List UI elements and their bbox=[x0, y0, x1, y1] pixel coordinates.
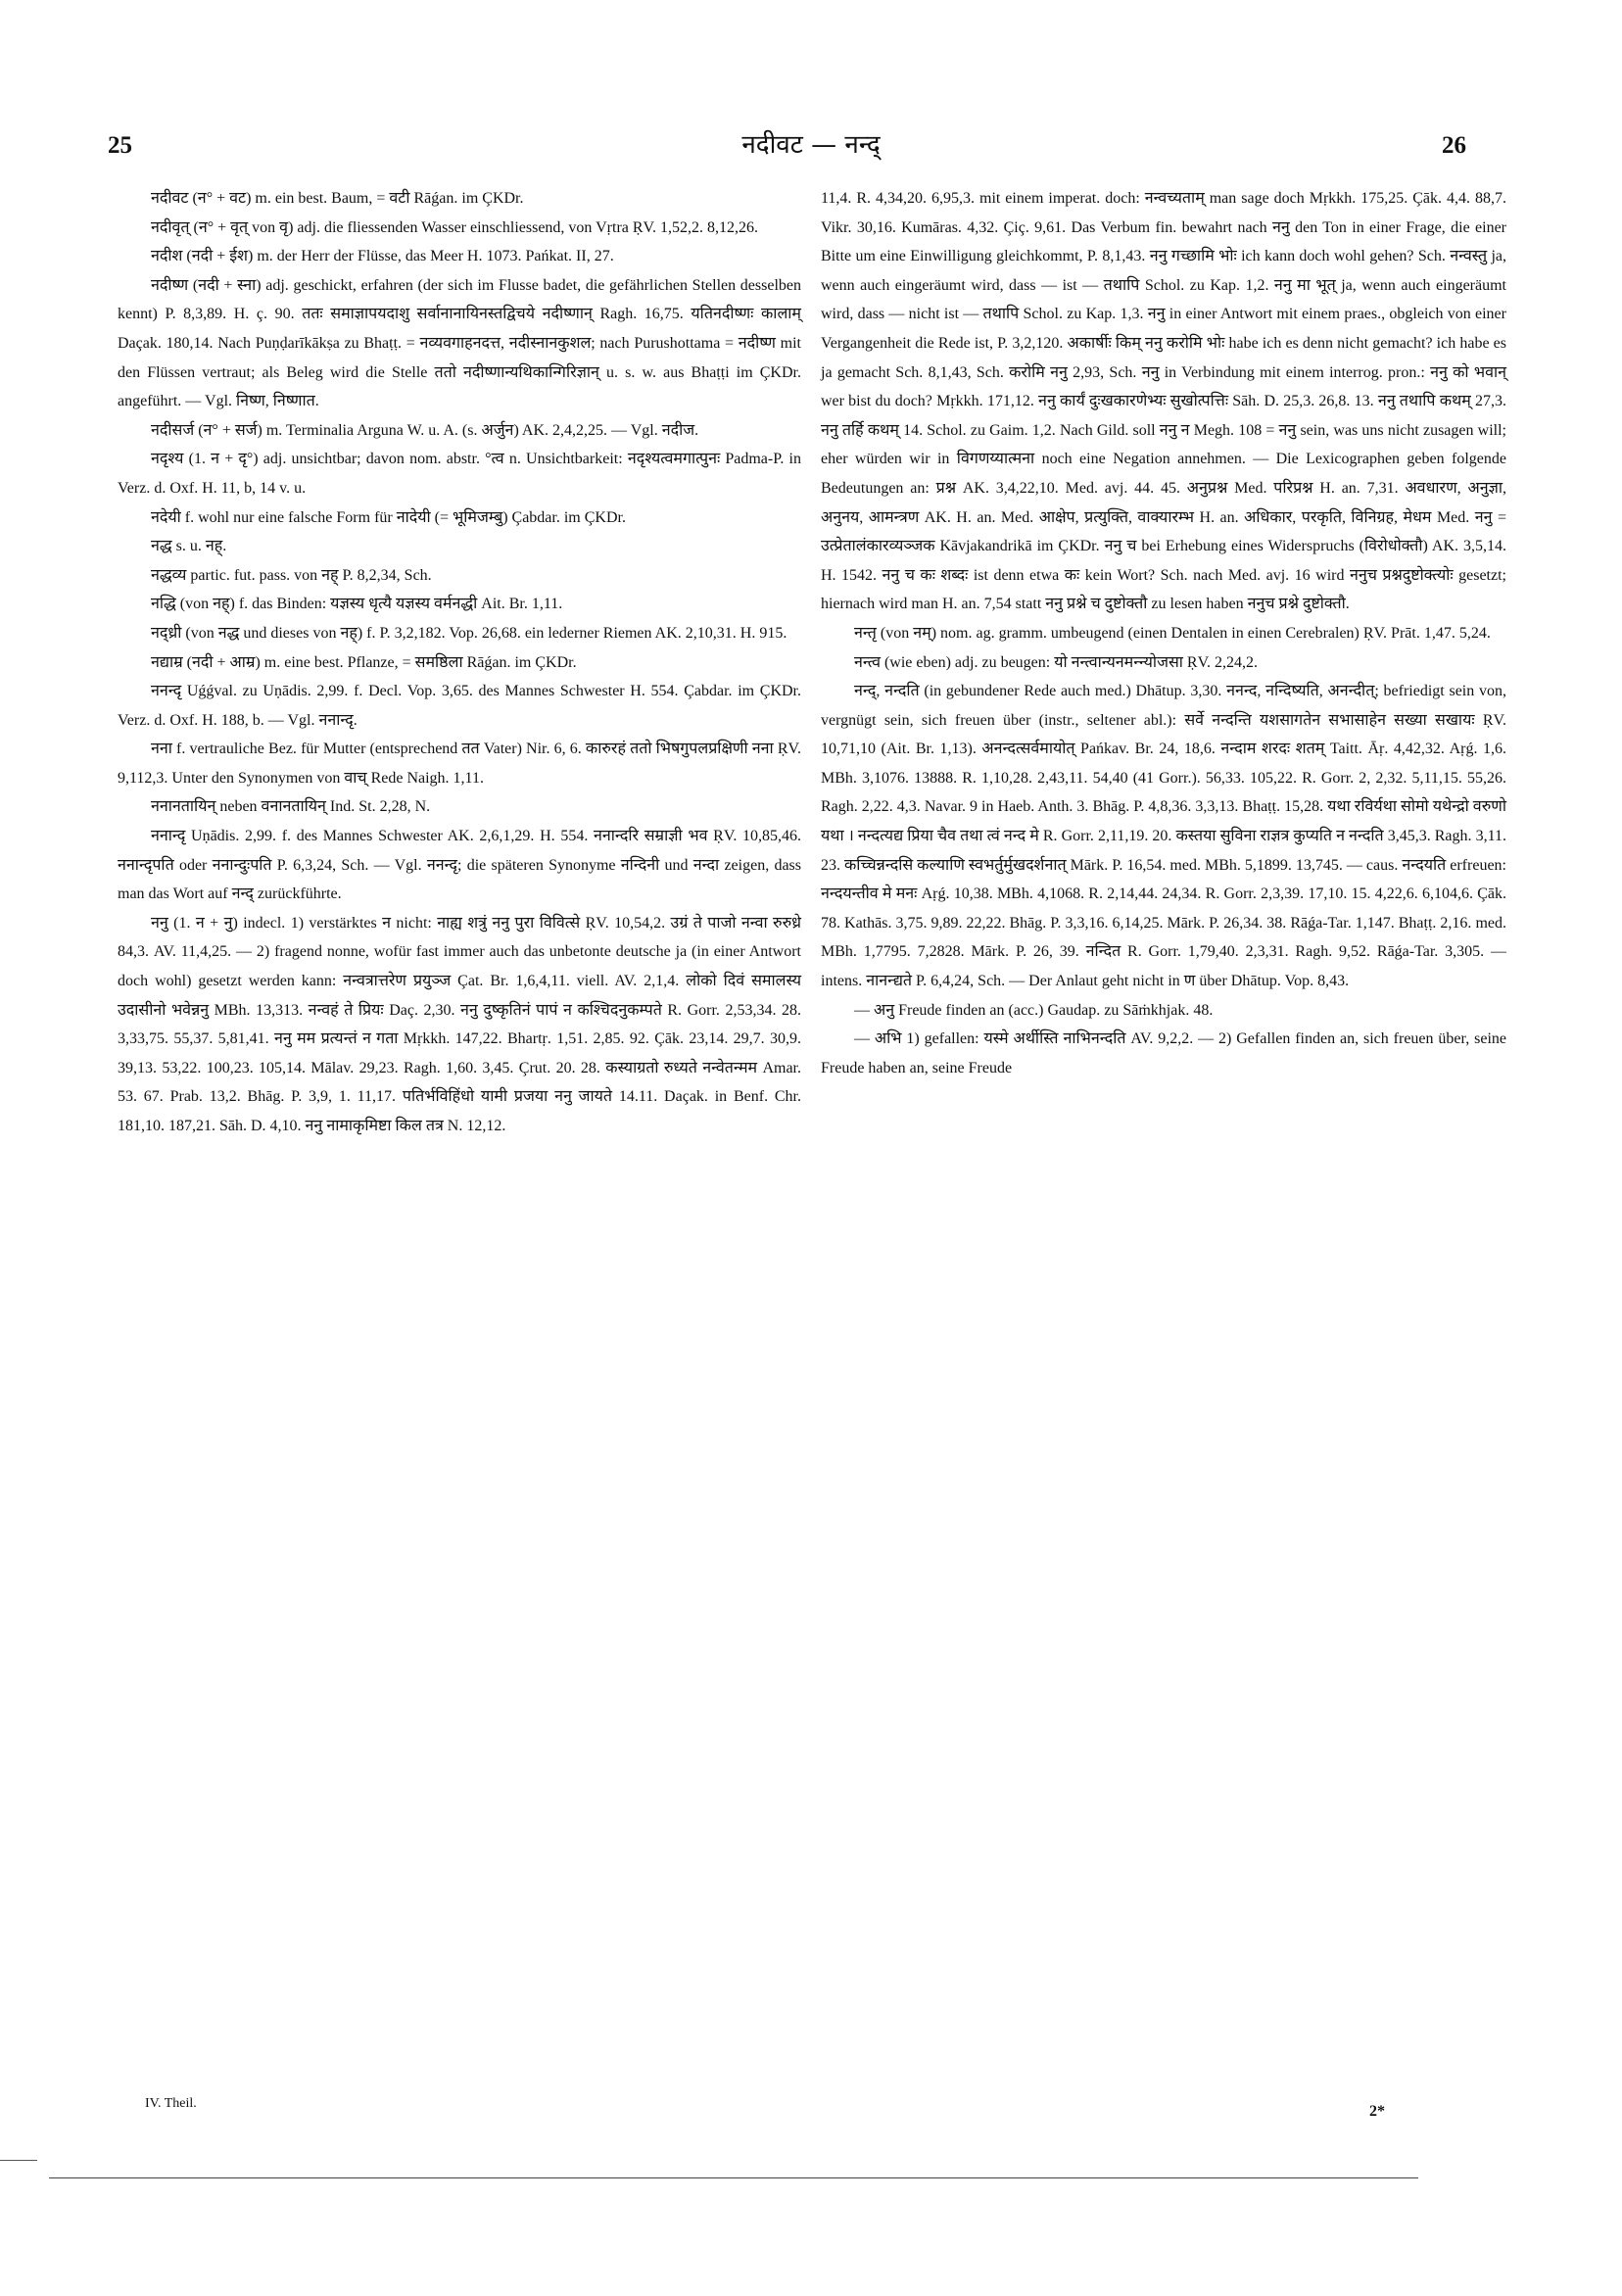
dictionary-entry: नदीसर्ज (न° + सर्ज) m. Terminalia Arguna W. u. A. (s. अर्जुन) AK. 2,4,2,25. — Vgl. नदीज. bbox=[151, 421, 699, 439]
dictionary-entry: नन्त्व (wie eben) adj. zu beugen: यो नन्त्वान्यनमन्न्योजसा ṚV. 2,24,2. bbox=[854, 653, 1259, 671]
dictionary-entry: ननु (1. न + नु) indecl. 1) verstärktes न nicht: नाह्य शत्रुं ननु पुरा विवित्से ṚV. 10,54,2. उग्रं ते पाजो नन्वा रुरुध्रे 84,3. AV. 11,4,25. — 2) fragend nonne, wofür fast immer auch das unbetonte deutsche ja (in einer Antwort doch wohl) gesetzt werden kann: नन्वत्रात्तरेण प्रयुञ्ज Çat. Br. 1,6,4,11. viell. AV. 2,1,4. लोको दिवं समालस्य उदासीनो भवेन्ननु MBh. 13,313. नन्वहं ते प्रियः Daç. 2,30. ननु दुष्कृतिनं पापं न कश्चिदनुकम्पते R. Gorr. 2,53,34. 28. 3,33,75. 55,37. 5,81,41. ननु मम प्रत्यन्तं न गता Mṛkkh. 147,22. Bhartṛ. 1,51. 2,85. 92. Çāk. 23,14. 29,7. 30,9. 39,13. 53,22. 100,23. 105,14. Mālav. 29,23. Ragh. 1,60. 3,45. Çrut. 20. 28. कस्याग्रतो रुध्यते नन्वेतन्मम Amar. 53. 67. Prab. 13,2. Bhāg. P. 3,9, 1. 11,17. पतिर्भविहिंधो यामी प्रजया ननु जायते 14.11. Daçak. in Benf. Chr. 181,10. 187,21. Sāh. D. 4,10. ननु नामाकृमिष्टा किल तत्र N. 12,12. bbox=[118, 914, 801, 1134]
dictionary-entry: नद्धव्य partic. fut. pass. von नह् P. 8,2,34, Sch. bbox=[151, 566, 432, 584]
dictionary-entry: नद्ध्री (von नद्ध und dieses von नह्) f. P. 3,2,182. Vop. 26,68. ein lederner Riemen AK. 2,10,31. H. 915. bbox=[151, 624, 787, 642]
sheet-mark: 2* bbox=[1369, 2103, 1385, 2120]
dictionary-subentry: — अभि 1) gefallen: यस्मे अर्थीस्ति नाभिनन्दति AV. 9,2,2. — 2) Gefallen finden an, sich freuen über, seine Freude haben an, seine Freude bbox=[821, 1030, 1506, 1076]
dictionary-entry: नन्तृ (von नम्) nom. ag. gramm. umbeugend (einen Dentalen in einen Cerebralen) ṚV. Prāt. 1,47. 5,24. bbox=[854, 624, 1491, 642]
page-number-left: 25 bbox=[108, 132, 132, 159]
dictionary-entry: ननान्दृ Uṇādis. 2,99. f. des Mannes Schwester AK. 2,6,1,29. H. 554. ननान्दरि सम्राज्ञी भव ṚV. 10,85,46. ननान्दृपति oder ननान्दुःपति P. 6,3,24, Sch. — Vgl. ननन्दृ; die späteren Synonyme नन्दिनी und नन्दा zeigen, dass man das Wort auf नन्द् zurückführte. bbox=[118, 828, 801, 903]
page-number-right: 26 bbox=[1442, 132, 1466, 159]
running-head: नदीवट — नन्द् bbox=[741, 130, 881, 160]
dictionary-entry: नदीवृत् (न° + वृत् von वृ) adj. die fliessenden Wasser einschliessend, von Vṛtra ṚV. 1,52,2. 8,12,26. bbox=[151, 218, 759, 236]
dictionary-entry: नदीवट (न° + वट) m. ein best. Baum, = वटी Rāǵan. im ÇKDr. bbox=[151, 190, 524, 207]
bottom-rule bbox=[49, 2177, 1418, 2178]
dictionary-subentry: — अनु Freude finden an (acc.) Gaudap. zu Sāṁkhjak. 48. bbox=[854, 1001, 1214, 1019]
dictionary-entry: नद्धि (von नह्) f. das Binden: यज्ञस्य धृत्यै यज्ञस्य वर्मनद्धी Ait. Br. 1,11. bbox=[151, 596, 563, 613]
dictionary-entry: नन्द्, नन्दति (in gebundener Rede auch med.) Dhātup. 3,30. ननन्द, नन्दिष्यति, अनन्दीत्; befriedigt sein von, vergnügt sein, sich freuen über (instr., seltener abl.): सर्वे नन्दन्ति यशसागतेन सभासाहेन सख्या सखायः ṚV. 10,71,10 (Ait. Br. 1,13). अनन्दत्सर्वमायोत् Pańkav. Br. 24, 18,6. नन्दाम शरदः शतम् Taitt. Āṛ. 4,42,32. Aṛǵ. 1,6. MBh. 3,1076. 13888. R. 1,10,28. 2,43,11. 54,40 (41 Gorr.). 56,33. 105,22. R. Gorr. 2, 2,32. 5,11,15. 55,26. Ragh. 2,22. 4,3. Navar. 9 in Haeb. Anth. 3. Bhāg. P. 4,8,36. 3,3,13. Bhaṭṭ. 15,28. यथा रविर्यथा सोमो यथेन्द्रो वरुणो यथा । नन्दत्यद्य प्रिया चैव तथा त्वं नन्द मे R. Gorr. 2,11,19. 20. कस्तया सुविना राज्ञत्र कुप्यति न नन्दति 3,45,3. Ragh. 3,11. 23. कच्चिन्नन्दसि कल्याणि स्वभर्तुर्मुखदर्शनात् Mārk. P. 16,54. med. MBh. 5,1899. 13,745. — caus. नन्दयति erfreuen: नन्दयन्तीव मे मनः Aṛǵ. 10,38. MBh. 4,1068. R. 2,14,44. 24,34. R. Gorr. 2,3,39. 17,10. 15. 4,22,6. 6,104,6. Çāk. 78. Kathās. 3,75. 9,89. 22,22. Bhāg. P. 3,3,16. 6,14,25. Mārk. P. 26,34. 38. Rāǵa-Tar. 1,147. Bhaṭṭ. 2,16. med. MBh. 1,7795. 7,2828. Mārk. P. 26, 39. नन्दित R. Gorr. 1,79,40. 2,3,31. Ragh. 9,52. Rāǵa-Tar. 3,305. — intens. नानन्द्यते P. 6,4,24, Sch. — Der Anlaut geht nicht in ण über Dhātup. Vop. 8,43. bbox=[821, 683, 1506, 990]
dictionary-entry: नदीष्ण (नदी + स्ना) adj. geschickt, erfahren (der sich im Flusse badet, die gefährlichen Stellen desselben kennt) P. 8,3,89. H. ç. 90. ततः समाज्ञापयदाशु सर्वानानायिनस्तद्विचये नदीष्णान् Ragh. 16,75. यतिनदीष्णः कालाम् Daçak. 180,14. Nach Puṇḍarīkākṣa zu Bhaṭṭ. = नव्यवगाहनदत्त, नदीस्नानकुशल; nach Purushottama = नदीष्ण mit den Flüssen vertraut; als Beleg wird die Stelle ततो नदीष्णान्यथिकान्गिरिज्ञान् u. s. w. aus Bhaṭṭi im ÇKDr. angeführt. — Vgl. निष्ण, निष्णात. bbox=[118, 276, 801, 410]
dictionary-entry: नदृश्य (1. न + दृ°) adj. unsichtbar; davon nom. abstr. °त्व n. Unsichtbarkeit: नदृश्यत्वमगात्पुनः Padma-P. in Verz. d. Oxf. H. 11, b, 14 v. u. bbox=[118, 451, 801, 497]
margin-mark bbox=[0, 2160, 37, 2161]
dictionary-entry: नना f. vertrauliche Bez. für Mutter (entsprechend तत Vater) Nir. 6, 6. कारुरहं ततो भिषगुपलप्रक्षिणी नना ṚV. 9,112,3. Unter den Synonymen von वाच् Rede Naigh. 1,11. bbox=[118, 741, 801, 787]
dictionary-entry: नदीश (नदी + ईश) m. der Herr der Flüsse, das Meer H. 1073. Pańkat. II, 27. bbox=[151, 248, 614, 265]
dictionary-entry: नदेयी f. wohl nur eine falsche Form für नादेयी (= भूमिजम्बु) Çabdar. im ÇKDr. bbox=[151, 508, 626, 526]
dictionary-entry: नद्ध s. u. नह्. bbox=[151, 538, 227, 555]
right-column bbox=[821, 184, 1506, 1082]
volume-signature: IV. Theil. bbox=[145, 2096, 197, 2111]
dictionary-entry-continued: 11,4. R. 4,34,20. 6,95,3. mit einem imperat. doch: नन्वच्यताम् man sage doch Mṛkkh. 175,25. Çāk. 4,4. 88,7. Vikr. 30,16. Kumāras. 4,32. Çiç. 9,61. Das Verbum fin. bewahrt nach ननु den Ton in einer Frage, die einer Bitte um eine Einwilligung gleichkommt, P. 8,1,43. ननु गच्छामि भोः ich kann doch wohl gehen? Sch. नन्वस्तु ja, wenn auch eingeräumt wird, dass — ist — तथापि Schol. zu Kap. 1,2. ननु मा भूत् ja, wenn auch eingeräumt wird, dass — nicht ist — तथापि Schol. zu Kap. 1,3. ननु in einer Antwort mit einem praes., obgleich von einer Vergangenheit die Rede ist, P. 3,2,120. अकार्षीः किम् ननु करोमि भोः habe ich es denn nicht gemacht? ich habe es ja gemacht Sch. 8,1,43, Sch. करोमि ननु 2,93, Sch. ननु in Verbindung mit einem interrog. pron.: ननु को भवान् wer bist du doch? Mṛkkh. 171,12. ननु कार्यं दुःखकारणेभ्यः सुखोत्पत्तिः Sāh. D. 25,3. 26,8. 13. ननु तथापि कथम् 27,3. ननु तर्हि कथम् 14. Schol. zu Gaim. 1,2. Nach Gild. soll ननु न Megh. 108 = ननु sein, was uns nicht zusagen will; eher würden wir in विगणय्यात्मना noch eine Negation annehmen. — Die Lexicographen geben folgende Bedeutungen an: प्रश्न AK. 3,4,22,10. Med. avj. 44. 45. अनुप्रश्न Med. परिप्रश्न H. an. 7,31. अवधारण, अनुज्ञा, अनुनय, आमन्त्रण AK. H. an. Med. आक्षेप, प्रत्युक्ति, वाक्यारम्भ H. an. अधिकार, परकृति, विनिग्रह, मेधम Med. ननु = उत्प्रेतालंकारव्यञ्जक Kāvjakandrikā im ÇKDr. ननु च bei Erhebung eines Widerspruchs (विरोधोक्तौ) AK. 3,5,14. H. 1542. ननु च कः शब्दः ist denn etwa कः kein Wort? Sch. nach Med. avj. 16 wird ननुच प्रश्नदुष्टोक्त्योः gesetzt; hiernach wird man H. an. 7,54 statt ननु प्रश्ने च दुष्टोक्तौ zu lesen haben ननुच प्रश्ने दुष्टोक्तौ. bbox=[821, 190, 1506, 613]
left-column bbox=[118, 184, 801, 1141]
dictionary-entry: ननन्दृ Uǵǵval. zu Uṇādis. 2,99. f. Decl. Vop. 3,65. des Mannes Schwester H. 554. Çabdar. im ÇKDr. Verz. d. Oxf. H. 188, b. — Vgl. ननान्दृ. bbox=[118, 683, 801, 729]
dictionary-entry: नद्याम्र (नदी + आम्र) m. eine best. Pflanze, = समष्ठिला Rāǵan. im ÇKDr. bbox=[151, 653, 577, 671]
dictionary-entry: ननानतायिन् neben वनानतायिन् Ind. St. 2,28, N. bbox=[151, 798, 431, 816]
